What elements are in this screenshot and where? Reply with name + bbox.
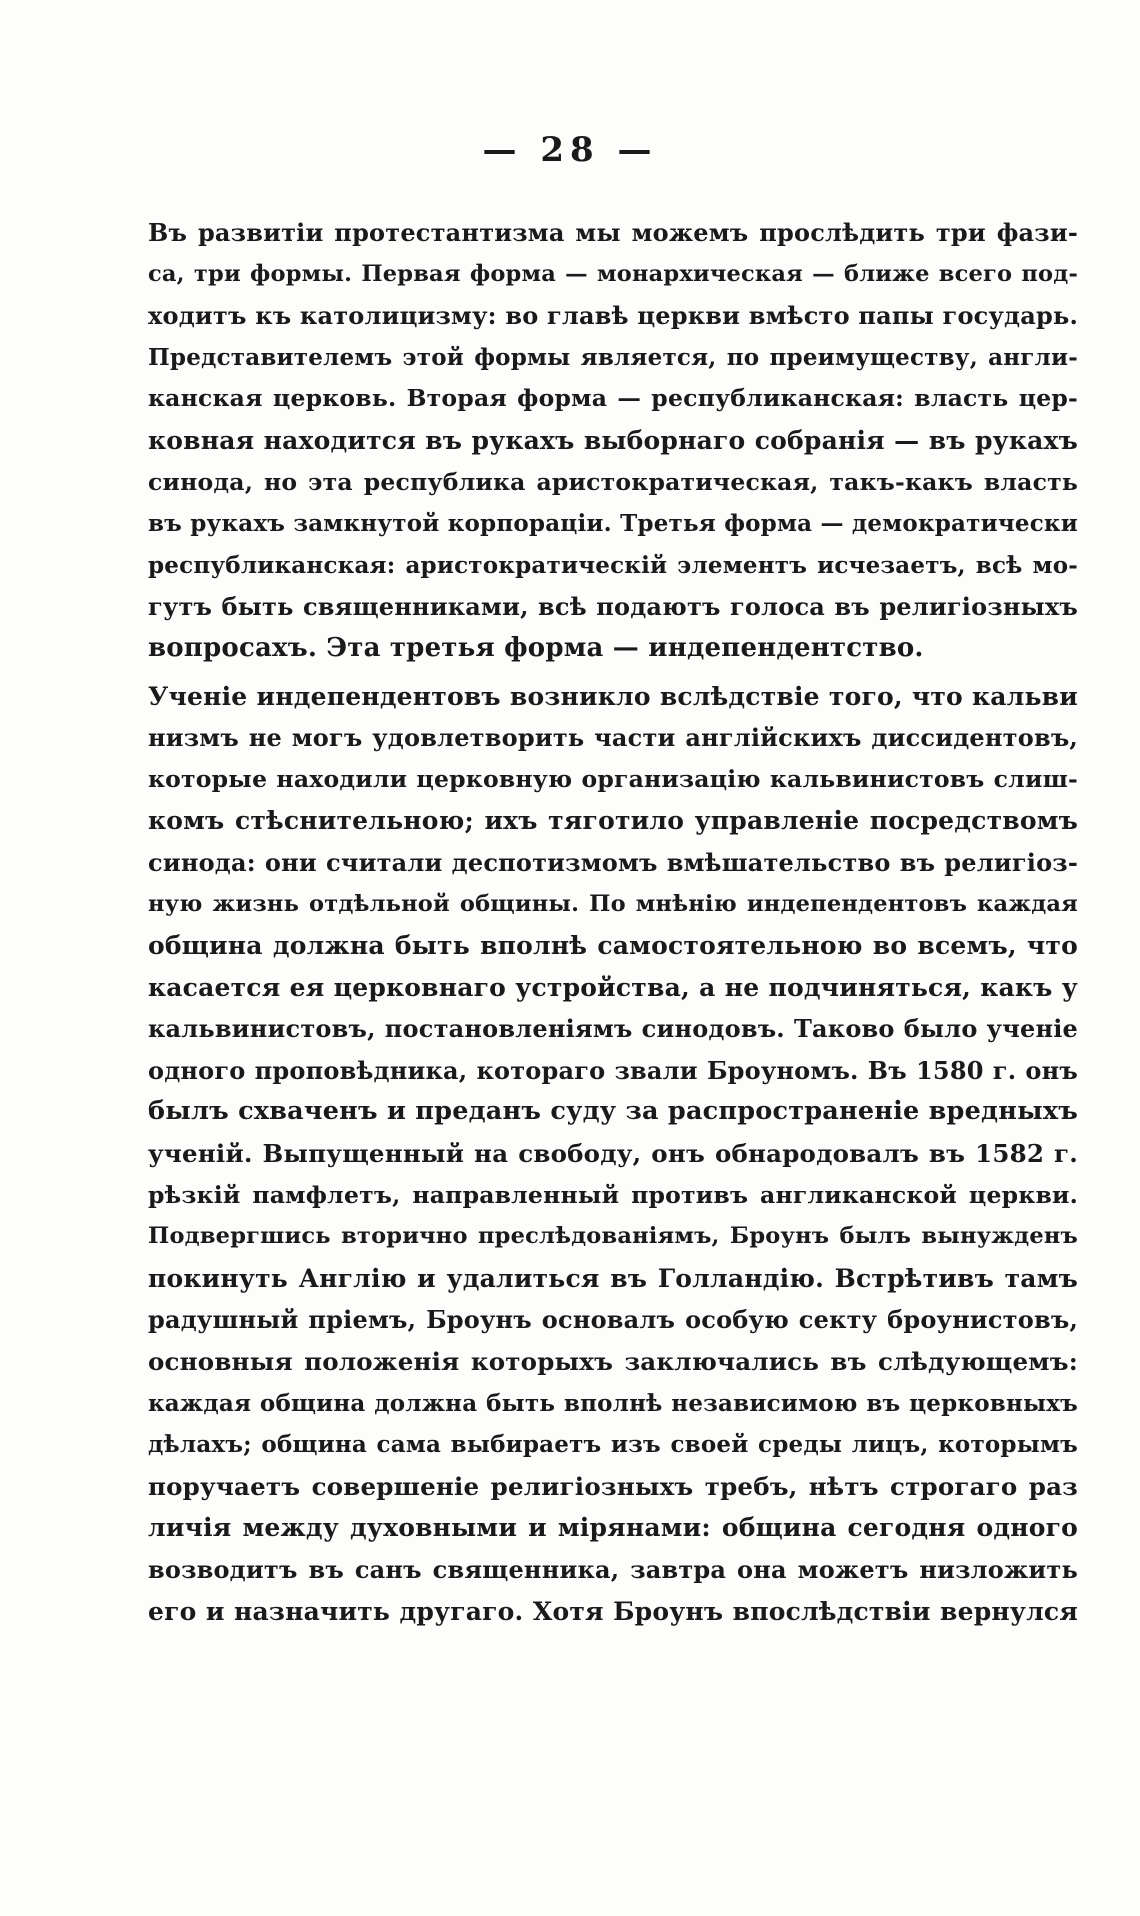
text-line: синода, но эта республика аристократическая, такъ-какъ власть (148, 467, 1078, 496)
paragraph-1 (148, 212, 1078, 670)
text-line: былъ схваченъ и преданъ суду за распространеніе вредныхъ (148, 1096, 1078, 1127)
text-line: вопросахъ. Эта третья форма — индепендентство. (148, 632, 924, 663)
body-text (148, 212, 1078, 1632)
text-line: ную жизнь отдѣльной общины. По мнѣнію индепендентовъ каждая (148, 890, 1078, 917)
text-line: его и назначить другаго. Хотя Броунъ впослѣдствіи вернулся (148, 1596, 1078, 1626)
text-line: радушный пріемъ, Броунъ основалъ особую секту броунистовъ, (148, 1305, 1078, 1335)
text-line: синода: они считали деспотизмомъ вмѣшательство въ религіоз- (148, 847, 1078, 877)
text-line: Представителемъ этой формы является, по преимуществу, англи- (148, 343, 1078, 371)
text-line: основныя положенія которыхъ заключались въ слѣдующемъ: (148, 1347, 1078, 1377)
text-line: канская церковь. Вторая форма — республиканская: власть цер- (148, 384, 1078, 413)
text-line: Въ развитіи протестантизма мы можемъ прослѣдить три фази- (148, 218, 1078, 247)
page-number: — 28 — (482, 130, 658, 170)
text-line: одного проповѣдника, котораго звали Броуномъ. Въ 1580 г. онъ (148, 1055, 1078, 1085)
text-line: Подвергшись вторично преслѣдованіямъ, Броунъ былъ вынужденъ (148, 1223, 1078, 1250)
text-line: комъ стѣснительною; ихъ тяготило управленіе посредствомъ (148, 806, 1078, 836)
text-line: рѣзкій памфлетъ, направленный противъ англиканской церкви. (148, 1180, 1078, 1209)
text-line: низмъ не могъ удовлетворить части англійскихъ диссидентовъ, (148, 723, 1078, 753)
text-line: поручаетъ совершеніе религіозныхъ требъ, нѣтъ строгаго раз (148, 1471, 1078, 1501)
text-line: каждая община должна быть вполнѣ независимою въ церковныхъ (148, 1389, 1078, 1417)
text-line: община должна быть вполнѣ самостоятельною во всемъ, что (148, 931, 1078, 961)
text-line: ходитъ къ католицизму: во главѣ церкви вмѣсто папы государь. (148, 301, 1078, 331)
text-line: республиканская: аристократическій элементъ исчезаетъ, всѣ мо- (148, 551, 1078, 579)
text-line: покинуть Англію и удалиться въ Голландію. Встрѣтивъ тамъ (148, 1263, 1078, 1293)
text-line: возводитъ въ санъ священника, завтра она можетъ низложить (148, 1555, 1078, 1584)
text-line: дѣлахъ; община сама выбираетъ изъ своей среды лицъ, которымъ (148, 1431, 1078, 1459)
text-line: са, три формы. Первая форма — монархическая — ближе всего под- (148, 260, 1078, 287)
text-line: Ученіе индепендентовъ возникло вслѣдствіе того, что кальви (148, 681, 1078, 711)
text-line: которые находили церковную организацію кальвинистовъ слиш- (148, 764, 1078, 793)
text-line: въ рукахъ замкнутой корпораціи. Третья форма — демократически (148, 510, 1078, 538)
text-line: гутъ быть священниками, всѣ подаютъ голоса въ религіозныхъ (148, 592, 1078, 622)
paragraph-2 (148, 676, 1078, 1633)
text-line: касается ея церковнаго устройства, а не подчиняться, какъ у (148, 972, 1078, 1002)
text-line: кальвинистовъ, постановленіямъ синодовъ. Таково было ученіе (148, 1014, 1078, 1044)
text-line: ковная находится въ рукахъ выборнаго собранія — въ рукахъ (148, 425, 1078, 455)
text-line: личія между духовными и мірянами: община сегодня одного (148, 1513, 1078, 1543)
text-line: ученій. Выпущенный на свободу, онъ обнародовалъ въ 1582 г. (148, 1139, 1078, 1169)
